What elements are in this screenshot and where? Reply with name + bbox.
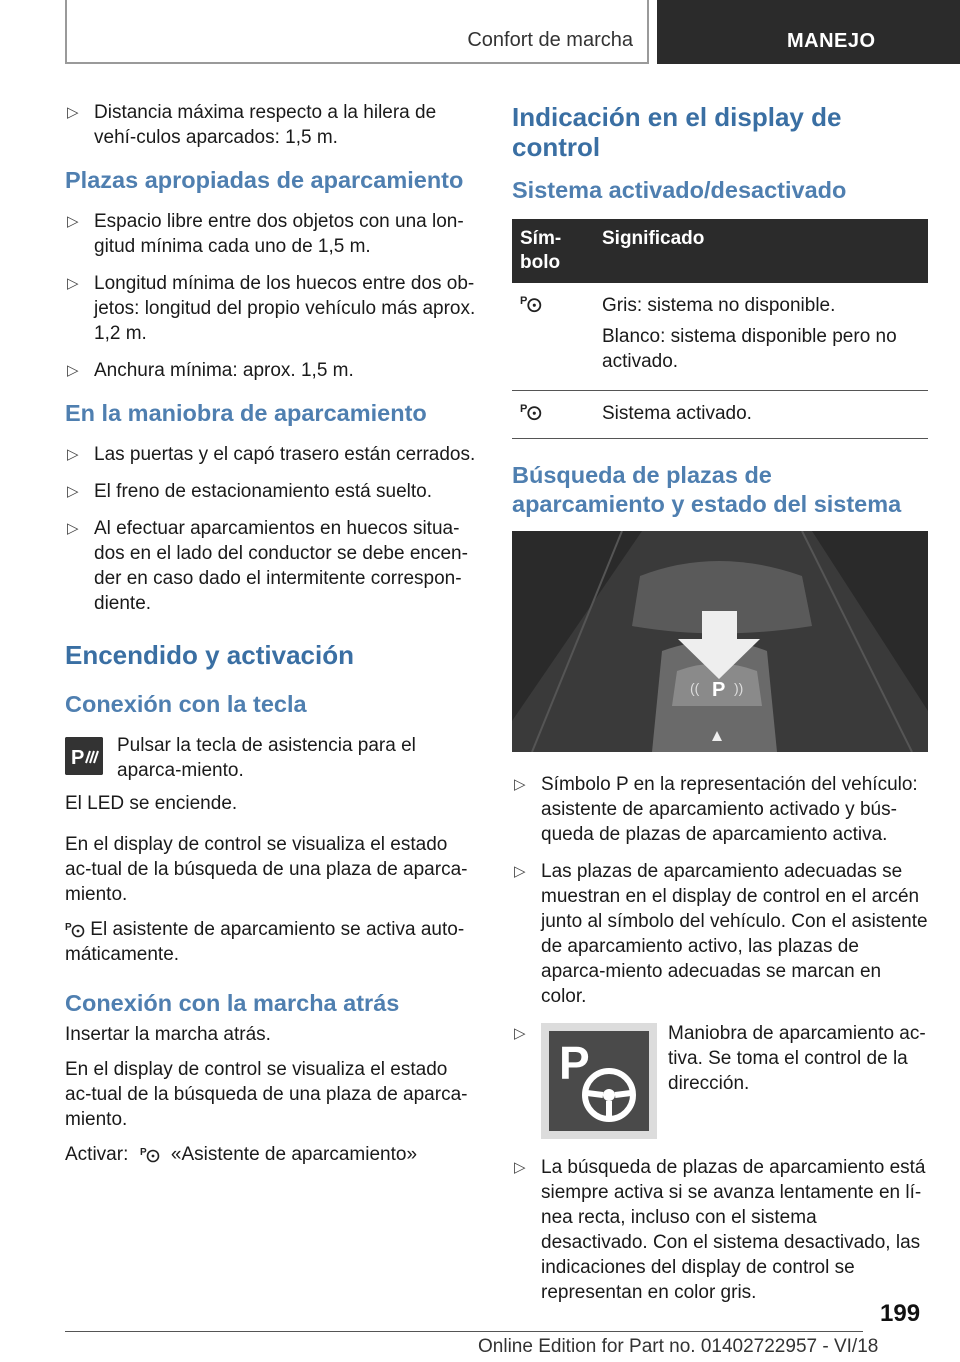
table-row: P Gris: sistema no disponible. Blanco: sistema disponible pero no activado. bbox=[512, 283, 928, 391]
heading-encendido: Encendido y activación bbox=[65, 640, 354, 670]
svg-text:P: P bbox=[559, 1037, 590, 1089]
section-title: Confort de marcha bbox=[467, 29, 633, 51]
footer-edition: Online Edition for Part no. 01402722957 - VI/18 bbox=[478, 1336, 879, 1357]
list-item: ▷ La búsqueda de plazas de aparcamiento está siempre activa si se avanza lentamente en lí-nea recta, incluso con el sistema desactivado. Con el sistema desactivado, las indicaciones del display de control se representan en color gris. bbox=[514, 1157, 926, 1303]
bullet-triangle-icon: ▷ bbox=[514, 1159, 526, 1176]
heading-sistema: Sistema activado/desactivado bbox=[512, 177, 847, 203]
parking-assist-active-icon bbox=[520, 401, 542, 421]
list-item: ▷ Distancia máxima respecto a la hilera de vehí-culos aparcados: 1,5 m. bbox=[67, 102, 437, 148]
parking-assist-icon bbox=[520, 293, 542, 313]
bullet-triangle-icon: ▷ bbox=[67, 275, 79, 292]
key-instruction: P Pulsar la tecla de asistencia para el aparca-miento. bbox=[65, 733, 477, 783]
list-item: ▷ Espacio libre entre dos objetos con una lon-gitud mínima cada uno de 1,5 m. bbox=[67, 211, 464, 257]
bullet-triangle-icon: ▷ bbox=[67, 362, 79, 379]
symbol-table bbox=[512, 219, 928, 439]
parking-assist-icon bbox=[65, 920, 85, 938]
bullet-triangle-icon: ▷ bbox=[67, 446, 79, 463]
svg-text:P: P bbox=[139, 1147, 147, 1158]
svg-text:P: P bbox=[712, 679, 726, 701]
footer-rule bbox=[65, 1331, 863, 1332]
list-item: ▷ Al efectuar aparcamientos en huecos situa-dos en el lado del conductor se debe encen-der en caso dado el intermitente correspon-diente. bbox=[67, 518, 468, 614]
insertar-text: Insertar la marcha atrás. bbox=[65, 1024, 271, 1045]
header-chapter-tab bbox=[657, 0, 960, 64]
display-text-2: En el display de control se visualiza el estado ac-tual de la búsqueda de una plaza de aparca-miento. bbox=[65, 1059, 468, 1130]
heading-plazas: Plazas apropiadas de aparcamiento bbox=[65, 167, 464, 193]
right-column bbox=[512, 100, 928, 1317]
list-item: ▷ Símbolo P en la representación del vehículo: asistente de aparcamiento activado y bús-queda de plazas de aparcamiento activa. bbox=[514, 774, 918, 845]
svg-text:((: (( bbox=[690, 680, 700, 696]
heading-marcha: Conexión con la marcha atrás bbox=[65, 990, 400, 1016]
bullet-triangle-icon: ▷ bbox=[67, 213, 79, 230]
bullet-triangle-icon: ▷ bbox=[514, 1025, 526, 1042]
parking-assist-icon bbox=[140, 1145, 160, 1163]
chapter-title: MANEJO bbox=[787, 30, 876, 52]
list-item: ▷ Anchura mínima: aprox. 1,5 m. bbox=[67, 360, 354, 381]
list-item: ▷ Las puertas y el capó trasero están cerrados. bbox=[67, 444, 476, 465]
svg-text:)): )) bbox=[734, 680, 744, 696]
display-screenshot bbox=[512, 531, 928, 752]
led-text: El LED se enciende. bbox=[65, 793, 238, 814]
table-row: P Sistema activado. bbox=[512, 391, 928, 439]
list-item: ▷ P Maniobra de aparcamiento ac-tiva. Se toma el control de la dirección. bbox=[512, 1021, 928, 1139]
list-item: ▷ El freno de estacionamiento está suelto. bbox=[67, 481, 432, 502]
heading-tecla: Conexión con la tecla bbox=[65, 691, 307, 717]
svg-text:P: P bbox=[71, 747, 85, 769]
header-section bbox=[67, 0, 649, 64]
heading-maniobra: En la maniobra de aparcamiento bbox=[65, 400, 427, 426]
heading-busqueda: Búsqueda de plazas de aparcamiento y estado del sistema bbox=[512, 462, 902, 517]
col-meaning-header: Significado bbox=[594, 219, 928, 283]
activar-row: Activar: P «Asistente de aparcamiento» bbox=[65, 1144, 418, 1165]
bullet-triangle-icon: ▷ bbox=[67, 520, 79, 537]
left-column bbox=[65, 100, 477, 1177]
bullet-triangle-icon: ▷ bbox=[514, 863, 526, 880]
list-item: ▷ Las plazas de aparcamiento adecuadas se muestran en el display de control en el arcén junto al símbolo del vehículo. Con el asistente de aparcamiento activo, las plazas de aparca-miento adecuadas se marcan en color. bbox=[514, 861, 928, 1007]
steering-takeover-icon bbox=[541, 1023, 657, 1139]
svg-text:P: P bbox=[65, 922, 72, 933]
display-text-1: En el display de control se visualiza el estado ac-tual de la búsqueda de una plaza de aparca-miento. bbox=[65, 834, 468, 905]
list-item: ▷ Longitud mínima de los huecos entre dos ob-jetos: longitud del propio vehículo más aprox. 1,2 m. bbox=[67, 273, 476, 344]
page-number: 199 bbox=[880, 1300, 921, 1327]
bullet-triangle-icon: ▷ bbox=[514, 776, 526, 793]
bullet-triangle-icon: ▷ bbox=[67, 104, 79, 121]
col-symbol-header: Sím-bolo bbox=[512, 219, 594, 283]
bullet-triangle-icon: ▷ bbox=[67, 483, 79, 500]
svg-text:P: P bbox=[520, 295, 528, 308]
heading-indicacion: Indicación en el display de control bbox=[512, 102, 842, 162]
svg-text:P: P bbox=[520, 403, 528, 416]
auto-activate-text: P El asistente de aparcamiento se activa auto-máticamente. bbox=[65, 919, 465, 965]
parking-assist-key-icon bbox=[65, 737, 103, 775]
